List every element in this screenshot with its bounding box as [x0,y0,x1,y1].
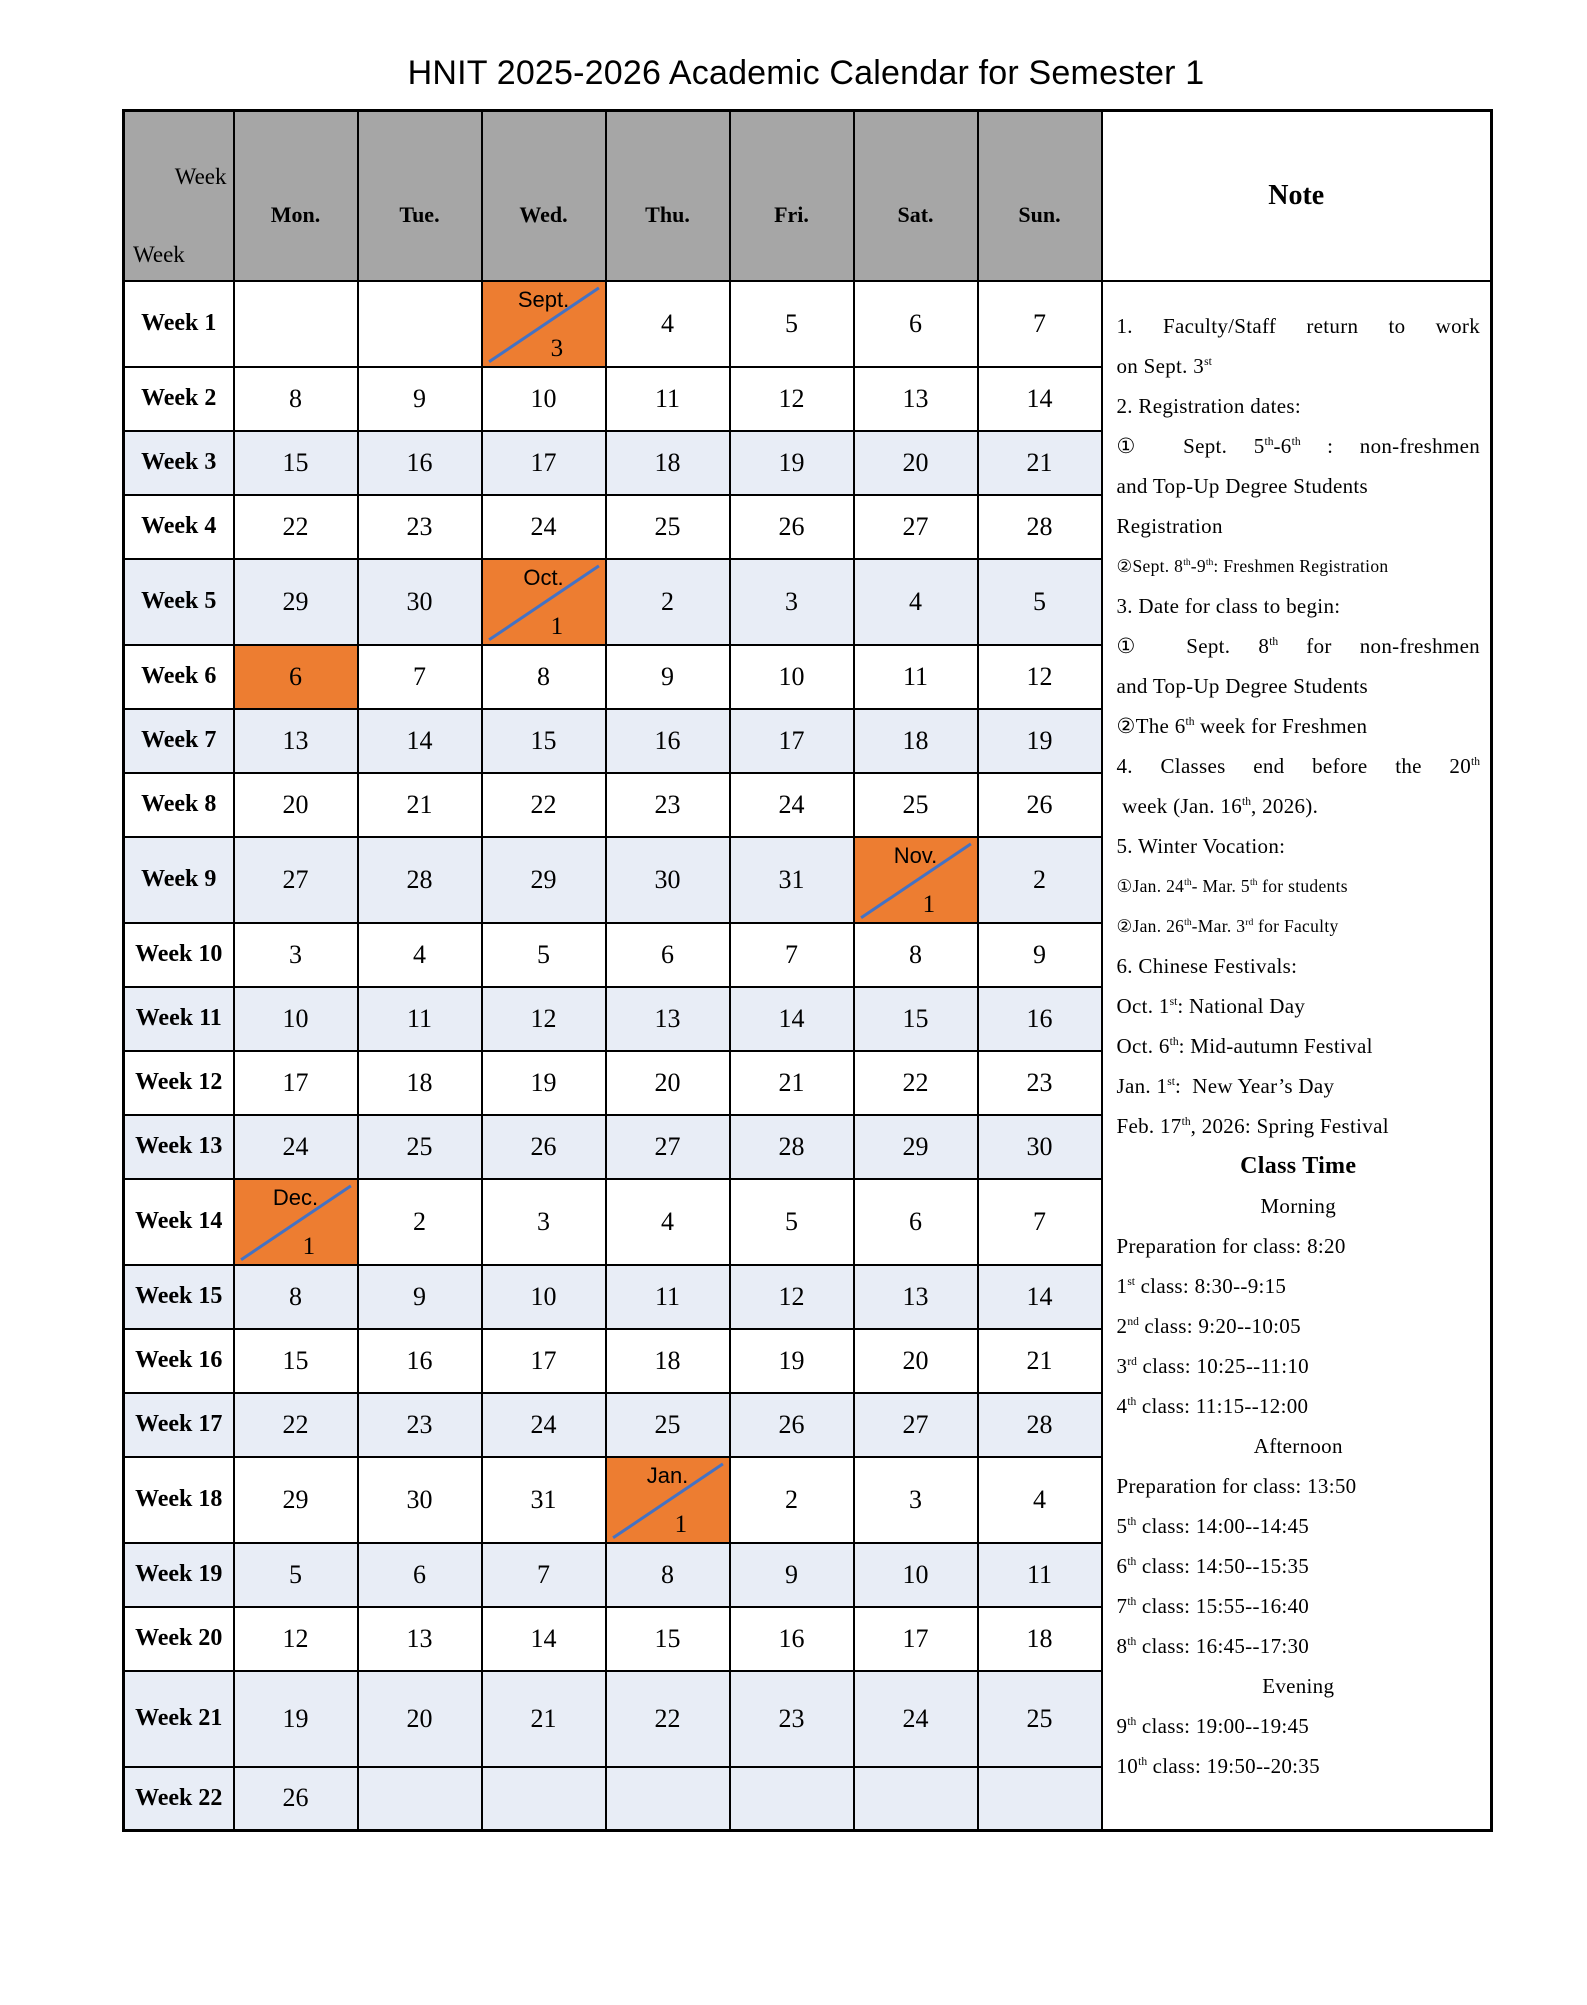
note-line: ① Sept. 8th for non-freshmen [1116,633,1480,658]
date-cell: 14 [978,367,1102,431]
date-cell: 27 [234,837,358,923]
note-line: 6th class: 14:50--15:35 [1116,1553,1310,1578]
date-cell: 6 [854,1179,978,1265]
month-label: Dec. [272,1184,319,1210]
date-cell: 8 [234,1265,358,1329]
note-cell [1102,281,1492,1831]
date-cell: 15 [234,431,358,495]
empty-date-cell [730,1767,854,1831]
date-cell: 3 [482,1179,606,1265]
note-line: ②Jan. 26th-Mar. 3rd for Faculty [1116,915,1339,936]
calendar-header [124,111,1492,281]
holiday-cell [482,281,606,367]
date-cell: 7 [730,923,854,987]
note-line: 4th class: 11:15--12:00 [1116,1393,1309,1418]
date-cell: 26 [482,1115,606,1179]
empty-date-cell [358,1767,482,1831]
week-label: Week 12 [124,1051,234,1115]
holiday-cell [606,1457,730,1543]
note-column-header: Note [1102,111,1492,281]
week-label: Week 14 [124,1179,234,1265]
note-line: ②The 6th week for Freshmen [1116,713,1368,738]
date-cell: 14 [730,987,854,1051]
date-cell: 3 [854,1457,978,1543]
note-line: 2. Registration dates: [1116,393,1301,418]
date-cell: 17 [482,431,606,495]
note-line: 7th class: 15:55--16:40 [1116,1593,1310,1618]
date-cell: 2 [730,1457,854,1543]
holiday-cell [482,559,606,645]
date-cell: 9 [978,923,1102,987]
day-header-fri: Fri. [730,111,854,281]
date-number: 3 [550,334,564,362]
date-cell: 9 [358,367,482,431]
week-label: Week 8 [124,773,234,837]
week-label: Week 19 [124,1543,234,1607]
date-cell: 21 [978,1329,1102,1393]
date-cell: 30 [358,1457,482,1543]
note-line: Jan. 1st: New Year’s Day [1116,1073,1335,1098]
date-cell: 27 [606,1115,730,1179]
note-line: 1st class: 8:30--9:15 [1116,1273,1287,1298]
date-cell: 5 [234,1543,358,1607]
date-cell: 16 [730,1607,854,1671]
date-cell: 26 [730,1393,854,1457]
date-cell: 25 [854,773,978,837]
month-start-cell [235,1180,357,1264]
date-cell: 29 [482,837,606,923]
date-cell: 23 [358,1393,482,1457]
week-label: Week 2 [124,367,234,431]
date-cell: 26 [234,1767,358,1831]
date-cell: 21 [978,431,1102,495]
note-line: Preparation for class: 8:20 [1116,1233,1346,1258]
date-number: 1 [550,612,564,640]
week-label: Week 15 [124,1265,234,1329]
date-cell: 20 [854,431,978,495]
date-cell: 18 [606,1329,730,1393]
date-cell: 4 [358,923,482,987]
date-cell: 9 [730,1543,854,1607]
date-number: 1 [922,890,936,918]
date-cell: 19 [234,1671,358,1767]
week-label: Week 3 [124,431,234,495]
calendar-body [124,281,1492,1831]
date-cell: 17 [482,1329,606,1393]
date-cell: 24 [482,495,606,559]
academic-calendar-table [122,109,1493,1832]
note-line: 5. Winter Vocation: [1116,833,1286,858]
date-cell: 16 [358,431,482,495]
date-cell: 22 [482,773,606,837]
date-cell: 27 [854,1393,978,1457]
date-cell: 23 [358,495,482,559]
week-label: Week 21 [124,1671,234,1767]
date-cell: 5 [730,281,854,367]
date-cell: 20 [234,773,358,837]
holiday-cell [854,837,978,923]
date-cell: 16 [358,1329,482,1393]
day-header-wed: Wed. [482,111,606,281]
date-cell: 5 [482,923,606,987]
date-cell: 8 [606,1543,730,1607]
date-cell: 8 [482,645,606,709]
date-cell: 10 [482,1265,606,1329]
day-header-mon: Mon. [234,111,358,281]
date-cell: 19 [730,431,854,495]
week-label: Week 6 [124,645,234,709]
holiday-cell: 6 [234,645,358,709]
week-label: Week 13 [124,1115,234,1179]
note-line: Oct. 1st: National Day [1116,993,1306,1018]
note-line: 10th class: 19:50--20:35 [1116,1753,1320,1778]
date-cell: 16 [606,709,730,773]
date-cell: 26 [978,773,1102,837]
date-cell: 14 [358,709,482,773]
empty-date-cell [482,1767,606,1831]
date-cell: 2 [978,837,1102,923]
date-cell: 8 [234,367,358,431]
date-cell: 14 [978,1265,1102,1329]
date-cell: 9 [606,645,730,709]
note-line: ①Jan. 24th- Mar. 5th for students [1116,875,1348,896]
date-cell: 23 [606,773,730,837]
date-number: 1 [302,1232,316,1260]
date-cell: 12 [234,1607,358,1671]
note-line: ① Sept. 5th-6th : non-freshmen [1116,433,1480,458]
date-cell: 2 [606,559,730,645]
corner-label-top: Week [174,164,227,189]
date-cell: 23 [978,1051,1102,1115]
week-label: Week 17 [124,1393,234,1457]
date-cell: 25 [358,1115,482,1179]
month-start-cell [483,282,605,366]
date-cell: 28 [358,837,482,923]
note-line: ②Sept. 8th-9th: Freshmen Registration [1116,555,1389,576]
date-cell: 29 [854,1115,978,1179]
date-cell: 11 [606,1265,730,1329]
date-cell: 20 [358,1671,482,1767]
date-cell: 18 [358,1051,482,1115]
note-line: Registration [1116,513,1223,538]
week-label: Week 7 [124,709,234,773]
note-line: 6. Chinese Festivals: [1116,953,1298,978]
header-row [124,111,1492,281]
empty-date-cell [978,1767,1102,1831]
note-line: Oct. 6th: Mid-autumn Festival [1116,1033,1373,1058]
date-cell: 21 [358,773,482,837]
date-cell: 28 [730,1115,854,1179]
date-cell: 19 [978,709,1102,773]
date-cell: 25 [606,1393,730,1457]
empty-date-cell [358,281,482,367]
date-cell: 24 [854,1671,978,1767]
note-line: 1. Faculty/Staff return to work [1116,313,1480,338]
week-label: Week 10 [124,923,234,987]
month-label: Oct. [523,564,564,590]
week-label: Week 11 [124,987,234,1051]
week-label: Week 16 [124,1329,234,1393]
date-cell: 6 [606,923,730,987]
date-cell: 12 [482,987,606,1051]
empty-date-cell [234,281,358,367]
date-cell: 22 [854,1051,978,1115]
date-cell: 30 [606,837,730,923]
date-cell: 16 [978,987,1102,1051]
week-label: Week 18 [124,1457,234,1543]
date-cell: 4 [978,1457,1102,1543]
corner-week-cell [124,111,234,281]
date-cell: 7 [978,281,1102,367]
date-cell: 15 [606,1607,730,1671]
date-cell: 20 [606,1051,730,1115]
note-line: 8th class: 16:45--17:30 [1116,1633,1310,1658]
week-label: Week 4 [124,495,234,559]
day-header-sat: Sat. [854,111,978,281]
note-line: on Sept. 3st [1116,353,1212,378]
month-label: Jan. [646,1462,689,1488]
date-cell: 11 [854,645,978,709]
date-cell: 19 [482,1051,606,1115]
date-cell: 12 [730,1265,854,1329]
date-cell: 17 [730,709,854,773]
date-cell: 7 [358,645,482,709]
date-cell: 14 [482,1607,606,1671]
date-cell: 24 [730,773,854,837]
date-cell: 24 [482,1393,606,1457]
month-start-cell [855,838,977,922]
date-cell: 18 [854,709,978,773]
date-cell: 30 [978,1115,1102,1179]
date-cell: 15 [234,1329,358,1393]
date-cell: 17 [234,1051,358,1115]
week-label: Week 22 [124,1767,234,1831]
week-label: Week 1 [124,281,234,367]
date-cell: 24 [234,1115,358,1179]
date-cell: 21 [482,1671,606,1767]
date-cell: 22 [234,495,358,559]
date-cell: 12 [730,367,854,431]
date-cell: 4 [606,1179,730,1265]
day-header-tue: Tue. [358,111,482,281]
date-cell: 26 [730,495,854,559]
note-line: 3rd class: 10:25--11:10 [1116,1353,1309,1378]
date-cell: 3 [730,559,854,645]
date-cell: 11 [358,987,482,1051]
note-line: 3. Date for class to begin: [1116,593,1341,618]
date-cell: 5 [978,559,1102,645]
date-cell: 29 [234,559,358,645]
date-cell: 27 [854,495,978,559]
date-cell: 28 [978,1393,1102,1457]
note-line: and Top-Up Degree Students [1116,673,1368,698]
date-cell: 25 [606,495,730,559]
date-cell: 22 [606,1671,730,1767]
date-cell: 30 [358,559,482,645]
date-cell: 18 [978,1607,1102,1671]
date-cell: 10 [854,1543,978,1607]
corner-label-bottom: Week [133,241,185,267]
note-line: week (Jan. 16th, 2026). [1116,793,1319,818]
date-cell: 18 [606,431,730,495]
date-cell: 10 [234,987,358,1051]
page-title: HNIT 2025-2026 Academic Calendar for Semester 1 [407,54,1205,92]
week-label: Week 5 [124,559,234,645]
date-cell: 3 [234,923,358,987]
date-cell: 11 [978,1543,1102,1607]
empty-date-cell [606,1767,730,1831]
week-label: Week 9 [124,837,234,923]
note-line: Morning [1260,1193,1337,1218]
date-cell: 23 [730,1671,854,1767]
holiday-cell [234,1179,358,1265]
day-header-sun: Sun. [978,111,1102,281]
date-cell: 13 [234,709,358,773]
note-line: and Top-Up Degree Students [1116,473,1368,498]
date-cell: 22 [234,1393,358,1457]
date-cell: 5 [730,1179,854,1265]
date-cell: 4 [606,281,730,367]
date-cell: 10 [730,645,854,709]
note-line: Preparation for class: 13:50 [1116,1473,1357,1498]
date-cell: 29 [234,1457,358,1543]
month-label: Nov. [893,842,938,868]
note-line: 9th class: 19:00--19:45 [1116,1713,1310,1738]
date-number: 1 [674,1510,688,1538]
note-line: Afternoon [1253,1433,1343,1458]
date-cell: 15 [854,987,978,1051]
date-cell: 2 [358,1179,482,1265]
month-label: Sept. [517,286,570,312]
note-line: 4. Classes end before the 20th [1116,753,1480,778]
date-cell: 31 [482,1457,606,1543]
date-cell: 9 [358,1265,482,1329]
date-cell: 6 [854,281,978,367]
date-cell: 13 [358,1607,482,1671]
date-cell: 19 [730,1329,854,1393]
date-cell: 21 [730,1051,854,1115]
empty-date-cell [854,1767,978,1831]
date-cell: 10 [482,367,606,431]
title-bar [122,54,1490,93]
note-line: Class Time [1240,1152,1357,1179]
date-cell: 4 [854,559,978,645]
note-line: 2nd class: 9:20--10:05 [1116,1313,1301,1338]
date-cell: 7 [482,1543,606,1607]
date-cell: 17 [854,1607,978,1671]
date-cell: 20 [854,1329,978,1393]
date-cell: 13 [854,367,978,431]
week-label: Week 20 [124,1607,234,1671]
week-row [124,281,1492,367]
date-cell: 15 [482,709,606,773]
date-cell: 12 [978,645,1102,709]
date-cell: 7 [978,1179,1102,1265]
date-cell: 25 [978,1671,1102,1767]
date-cell: 8 [854,923,978,987]
date-cell: 28 [978,495,1102,559]
month-start-cell [483,560,605,644]
date-cell: 11 [606,367,730,431]
date-cell: 6 [358,1543,482,1607]
note-line: 5th class: 14:00--14:45 [1116,1513,1310,1538]
day-header-thu: Thu. [606,111,730,281]
date-cell: 31 [730,837,854,923]
note-line: Feb. 17th, 2026: Spring Festival [1116,1113,1389,1138]
note-line: Evening [1262,1673,1335,1698]
date-cell: 13 [854,1265,978,1329]
date-cell: 13 [606,987,730,1051]
month-start-cell [607,1458,729,1542]
